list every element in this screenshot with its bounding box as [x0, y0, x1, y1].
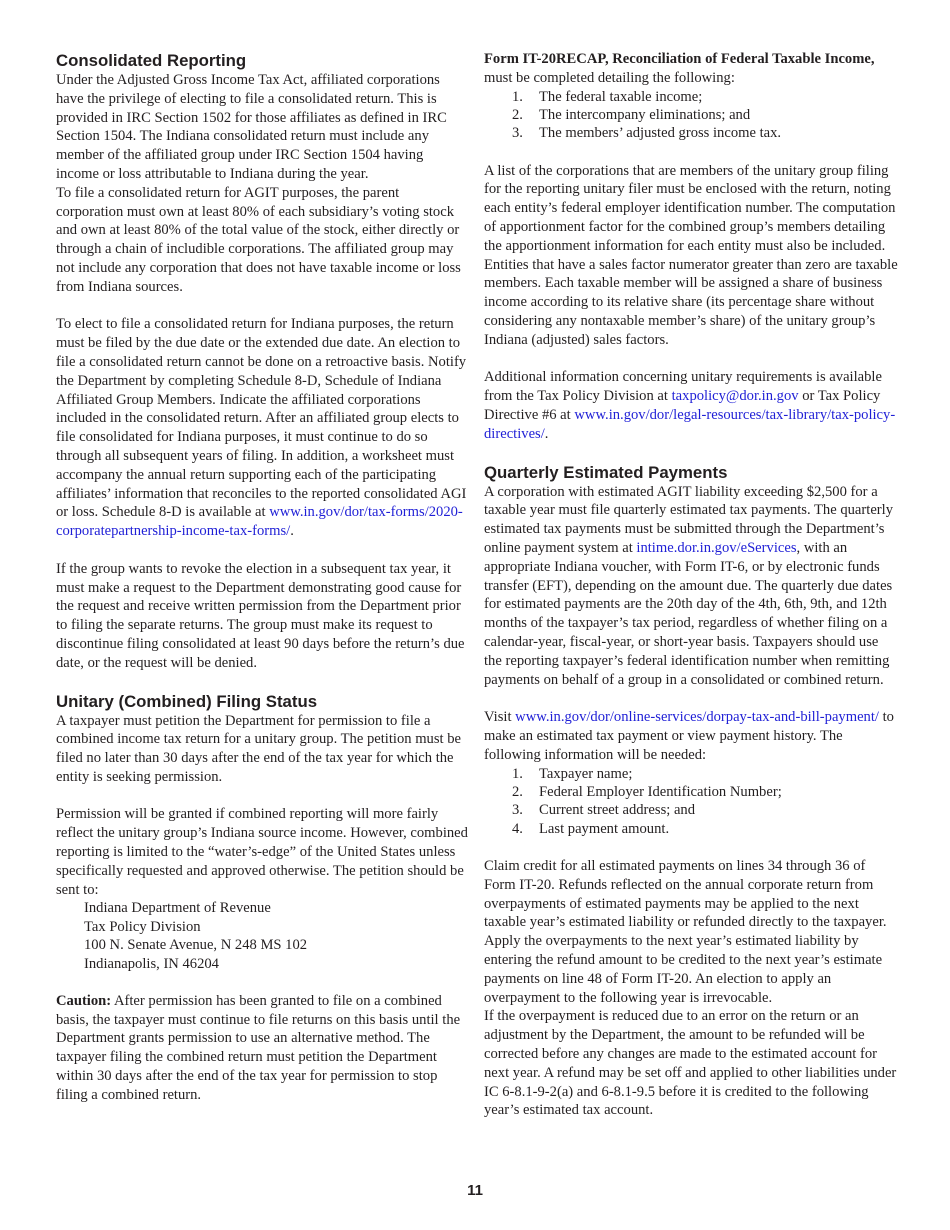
list-number: 3.	[512, 802, 523, 819]
list-text: Last payment amount.	[539, 820, 670, 837]
list-number: 4.	[512, 820, 523, 837]
consolidated-paragraph-1: Under the Adjusted Gross Income Tax Act, affiliated corporations have the privilege of electing to file a consolidated return. This is provided in IRC Section 1502 for those affiliates as defined in IRC Section 1504. The Indiana consolidated return must include any member of the affiliated group under IRC Section 1504 having income or loss attributable to Indiana during the year.	[56, 72, 447, 182]
left-column	[56, 50, 468, 1105]
consolidated-paragraph-3-end: .	[290, 523, 294, 540]
caution-paragraph	[56, 992, 468, 1105]
list-text: Taxpayer name;	[539, 765, 633, 782]
tax-policy-directives-link[interactable]: www.in.gov/dor/legal-resources/tax-library/tax-policy-directives/	[484, 406, 896, 442]
additional-info-text: Additional information concerning unitary requirements is available from the Tax Policy Division at	[484, 369, 882, 405]
recap-intro-rest: must be completed detailing the following:	[484, 69, 735, 86]
right-column	[484, 50, 898, 1120]
caution-text: After permission has been granted to file on a combined basis, the taxpayer must continue to file returns on this basis until the Department grants permission to use an alternative method. The taxpayer filing the combined return must petition the Department within 30 days after the end of the tax year for permission to stop filing a combined return.	[56, 992, 461, 1103]
quarterly-payments-heading: Quarterly Estimated Payments	[484, 462, 728, 482]
quarterly-paragraph-3: Claim credit for all estimated payments on lines 34 through 36 of Form IT-20. Refunds reflected on the annual corporate return from overpayments of estimated payments may be applied to the next taxable year’s estimated liability or refunded directly to the taxpayer. Apply the overpayments to the next year’s estimated liability by entering the refund amount to be credited to the next year’s estimate payments on line 48 of Form IT-20. An election to apply an overpayment to the following year is irrevocable.	[484, 857, 887, 1006]
address-line: Tax Policy Division	[84, 918, 201, 935]
list-item	[512, 124, 898, 142]
address-line: Indiana Department of Revenue	[84, 900, 271, 917]
caution-label: Caution:	[56, 992, 112, 1009]
unitary-paragraph-1: A taxpayer must petition the Department for permission to file a combined income tax return for a unitary group. The petition must be filed no later than 30 days after the end of the tax year for which the entity is seeking permission.	[56, 712, 462, 785]
additional-info-end: .	[544, 425, 549, 442]
quarterly-paragraph-2	[484, 708, 898, 764]
taxpolicy-email-link[interactable]: taxpolicy@dor.in.gov	[671, 388, 799, 405]
additional-info-mid: or Tax Policy Directive #6 at	[484, 388, 881, 423]
address-line: Indianapolis, IN 46204	[84, 955, 219, 972]
list-item	[512, 765, 898, 783]
list-number: 1.	[512, 765, 523, 782]
dorpay-link[interactable]: www.in.gov/dor/online-services/dorpay-tax-and-bill-payment/	[515, 709, 879, 726]
additional-info-paragraph	[484, 368, 898, 443]
recap-form-title: Form IT-20RECAP, Reconciliation of Federal Taxable Income,	[484, 51, 875, 67]
mailing-address	[56, 899, 468, 973]
unitary-filing-heading: Unitary (Combined) Filing Status	[56, 691, 318, 711]
consolidated-paragraph-3-text: To elect to file a consolidated return for Indiana purposes, the return must be filed by the due date or the extended due date. An election to file a consolidated return cannot be done on a retroactive basis. Notify the Department by completing Schedule 8-D, Schedule of Indiana Affiliated Group Members. Indicate the affiliated corporations included in the consolidated return. After an affiliated group elects to file consolidated for Indiana purposes, it must continue to do so through all subsequent years of filing. In addition, a worksheet must accompany the annual return supporting each of the participating affiliates’ information that reconciles to the reported consolidated AGI or loss. Schedule 8-D is available at	[56, 316, 467, 521]
page-number: 11	[467, 1182, 483, 1199]
list-item	[512, 820, 898, 838]
payment-info-list	[484, 765, 898, 839]
unitary-members-paragraph: A list of the corporations that are members of the unitary group filing for the reporting unitary filer must be enclosed with the return, noting each entity’s federal employer identification number. The computation of apportionment factor for the combined group’s members detailing the apportionment information for each entity must also be included. Entities that have a sales factor numerator greater than zero are taxable members. Each taxable member will be assigned a share of business income according to its relative share (its percentage share without considering any nontaxable member’s share) of the unitary group’s Indiana (adjusted) sales factors.	[484, 162, 898, 348]
list-item	[512, 106, 898, 124]
consolidated-paragraph-4: If the group wants to revoke the election in a subsequent tax year, it must make a request to the Department demonstrating good cause for the request and receive written permission from the Department prior to filing the separate returns. The group must make its request to discontinue filing consolidated at least 90 days before the return’s due date, or the request will be denied.	[56, 560, 465, 671]
quarterly-paragraph-2-end: to make an estimated tax payment or view payment history. The following information will be needed:	[484, 709, 894, 763]
list-text: Federal Employer Identification Number;	[539, 783, 782, 800]
list-text: The intercompany eliminations; and	[539, 107, 751, 123]
quarterly-paragraph-1-end: , with an appropriate Indiana voucher, with Form IT-6, or by electronic funds transfer (EFT), depending on the amount due. The quarterly due dates for estimated payments are the 20th day of the 4th, 6th, 9th, and 12th months of the taxpayer’s tax period, regardless of whether filing on a calendar-year, fiscal-year, or short-year basis. Taxpayers should use the reporting taxpayer’s federal identification number when remitting payments on behalf of a group in a consolidated or combined return.	[484, 539, 893, 688]
list-number: 2.	[512, 107, 523, 123]
quarterly-paragraph-4: If the overpayment is reduced due to an error on the return or an adjustment by the Department, the amount to be refunded will be corrected before any changes are made to the estimated account for next year. A refund may be set off and applied to other liabilities under IC 6-8.1-9-2(a) and 6-8.1-9.5 before it is credited to the following year’s estimated tax account.	[484, 1008, 897, 1119]
list-number: 2.	[512, 783, 523, 800]
schedule-8d-link[interactable]: www.in.gov/dor/tax-forms/2020-corporatepartnership-income-tax-forms/	[56, 504, 463, 540]
unitary-paragraph-2: Permission will be granted if combined reporting will more fairly reflect the unitary group’s Indiana source income. However, combined reporting is limited to the “water’s-edge” of the United States unless specifically requested and approved otherwise. The petition should be sent to:	[56, 806, 468, 898]
list-text: The federal taxable income;	[539, 88, 703, 105]
consolidated-paragraph-2: To file a consolidated return for AGIT purposes, the parent corporation must own at least 80% of each subsidiary’s voting stock and own at least 80% of the total value of the stock, either directly or through a chain of includible corporations. The affiliated group may not include any corporation that does not have taxable income or loss from Indiana sources.	[56, 184, 461, 295]
quarterly-paragraph-1	[484, 483, 898, 690]
list-item	[512, 783, 898, 801]
address-line: 100 N. Senate Avenue, N 248 MS 102	[84, 937, 308, 954]
list-text: Current street address; and	[539, 802, 696, 819]
intime-eservices-link[interactable]: intime.dor.in.gov/eServices	[636, 539, 797, 556]
list-item	[512, 88, 898, 106]
recap-list	[484, 88, 898, 143]
list-number: 1.	[512, 88, 523, 105]
list-item	[512, 801, 898, 819]
quarterly-paragraph-1-text: A corporation with estimated AGIT liability exceeding $2,500 for a taxable year must file quarterly estimated tax payments. The quarterly estimated tax payments must be submitted through the Department’s online payment system at	[484, 483, 894, 556]
visit-text: Visit	[484, 709, 516, 726]
list-number: 3.	[512, 125, 523, 142]
list-text: The members’ adjusted gross income tax.	[539, 125, 782, 142]
recap-intro	[484, 50, 898, 88]
consolidated-reporting-heading: Consolidated Reporting	[56, 51, 247, 70]
consolidated-paragraph-3	[56, 315, 468, 541]
